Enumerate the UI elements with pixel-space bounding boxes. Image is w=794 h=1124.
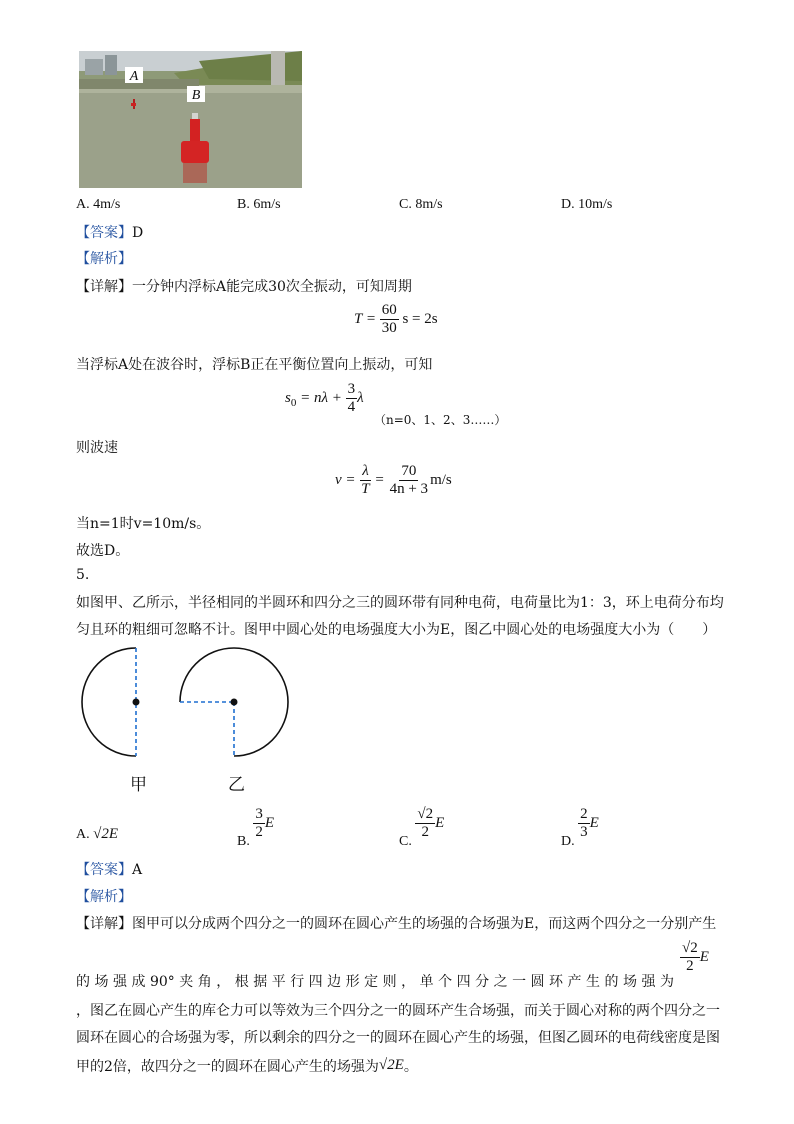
q4-analysis-tag: 【解析】 xyxy=(76,251,132,267)
answer-value: A xyxy=(132,862,143,878)
q5-detail-line3: ，图乙在圆心产生的库仑力可以等效为三个四分之一的圆环产生合场强，而关于圆心对称的两个四分之一 xyxy=(76,1003,720,1019)
center-dot-yi xyxy=(231,699,238,706)
frac-tail: E xyxy=(699,949,709,966)
eq-lhs: s xyxy=(285,390,291,407)
q5-detail-fraction xyxy=(680,940,709,976)
eq-num: 70 xyxy=(399,463,418,481)
q5-figure xyxy=(76,644,306,804)
option-letter: C. xyxy=(399,833,412,849)
eq-den: 4n + 3 xyxy=(389,481,429,498)
option-fraction xyxy=(253,806,265,842)
q4-option-d xyxy=(561,197,612,213)
option-expr: √2E xyxy=(93,826,119,842)
option-letter: D. xyxy=(561,833,575,849)
q5-detail-line1 xyxy=(76,913,716,933)
option-letter: B. xyxy=(237,833,250,849)
eq-equals: = xyxy=(375,472,384,489)
eq-fraction xyxy=(380,302,399,338)
center-dot-jia xyxy=(133,699,140,706)
answer-tag: 【答案】 xyxy=(76,225,132,241)
q5-stem-line1: 如图甲、乙所示，半径相同的半圆环和四分之三的圆环带有同种电荷，电荷量比为1：3，环上电荷分布均 xyxy=(76,595,724,611)
frac-den: 2 xyxy=(255,824,263,841)
q5-detail-line4: 圆环在圆心的合场强为零，所以剩余的四分之一的圆环在圆心产生的场强，但图乙圆环的电荷线密度是图 xyxy=(76,1030,720,1046)
eq-tail: λ xyxy=(357,390,364,407)
option-fraction xyxy=(415,806,435,842)
q5-answer xyxy=(76,859,142,879)
detail-text: 。 xyxy=(403,1059,418,1075)
frac-num: √2 xyxy=(680,940,700,958)
frac-den: 3 xyxy=(580,824,588,841)
q5-stem-line2: 匀且环的粗细可忽略不计。图甲中圆心处的电场强度大小为E，图乙中圆心处的电场强度大小为（ ） xyxy=(76,622,717,638)
q5-option-c xyxy=(399,806,444,850)
q4-option-b xyxy=(237,197,281,213)
q5-detail-line5 xyxy=(76,1056,418,1076)
ring-diagram xyxy=(76,644,306,804)
option-letter: D. xyxy=(561,197,575,212)
frac-num: √2 xyxy=(415,806,435,824)
buoy-photo-image xyxy=(79,51,302,188)
frac-num: 2 xyxy=(578,806,590,824)
q5-option-b xyxy=(237,806,274,850)
equation-velocity xyxy=(335,463,452,499)
eq-lhs: v = xyxy=(335,472,356,489)
eq-unit: m/s xyxy=(430,472,452,489)
fig-label-jia: 甲 xyxy=(130,775,147,795)
option-fraction xyxy=(578,806,590,842)
eq-sub: 0 xyxy=(290,397,297,410)
q4-text2: 当浮标A处在波谷时，浮标B正在平衡位置向上振动，可知 xyxy=(76,357,433,373)
fig-label-yi: 乙 xyxy=(228,775,245,795)
q4-answer xyxy=(76,222,143,242)
q5-analysis-tag: 【解析】 xyxy=(76,889,132,905)
option-letter: B. xyxy=(237,197,250,212)
answer-tag: 【答案】 xyxy=(76,862,132,878)
option-text: 6m/s xyxy=(253,197,281,212)
detail-text: 图甲可以分成两个四分之一的圆环在圆心产生的场强的合场强为E，而这两个四分之一分别产生 xyxy=(132,916,717,932)
q4-text4: 当n=1时v=10m/s。 xyxy=(76,516,211,532)
detail-text: 一分钟内浮标A能完成30次全振动，可知周期 xyxy=(132,279,412,295)
equation-note: （n=0、1、2、3……） xyxy=(374,413,507,427)
eq-num: 3 xyxy=(346,381,358,399)
q4-option-c xyxy=(399,197,443,213)
detail-tag: 【详解】 xyxy=(76,916,132,932)
eq-den: 4 xyxy=(347,399,356,416)
option-letter: A. xyxy=(76,827,90,842)
option-tail: E xyxy=(435,814,445,831)
buoy-photo xyxy=(79,51,302,188)
photo-label-a: A xyxy=(129,69,139,84)
q4-text5: 故选D。 xyxy=(76,543,130,559)
option-letter: C. xyxy=(399,197,412,212)
option-tail: E xyxy=(589,814,599,831)
eq-den: 30 xyxy=(381,320,397,337)
equation-period xyxy=(354,302,438,338)
eq-rhs: s = 2s xyxy=(402,311,438,328)
eq-num: 60 xyxy=(380,302,399,320)
detail-text: 甲的2倍，故四分之一的圆环在圆心产生的场强为 xyxy=(76,1059,379,1075)
q5-detail-line2: 的场强成90°夹角，根据平行四边形定则，单个四分之一圆环产生的场强为 xyxy=(76,974,674,990)
q4-option-a xyxy=(76,197,120,213)
q4-detail xyxy=(76,276,412,296)
q4-text3: 则波速 xyxy=(76,440,118,456)
option-text: 4m/s xyxy=(93,197,121,212)
equation-distance xyxy=(285,381,364,417)
q5-option-d xyxy=(561,806,599,850)
detail-expr: √2E xyxy=(378,1057,404,1073)
detail-tag: 【详解】 xyxy=(76,279,132,295)
eq-num: λ xyxy=(360,463,371,481)
eq-fraction-2 xyxy=(388,463,430,499)
option-letter: A. xyxy=(76,197,90,212)
option-text: 10m/s xyxy=(578,197,613,212)
q5-number: 5. xyxy=(76,567,90,583)
eq-den: T xyxy=(361,481,370,498)
answer-value: D xyxy=(132,225,144,241)
frac xyxy=(680,940,700,976)
photo-label-b: B xyxy=(191,88,201,103)
option-tail: E xyxy=(264,814,275,831)
q5-option-a xyxy=(76,826,118,843)
option-text: 8m/s xyxy=(415,197,443,212)
eq-fraction xyxy=(346,381,358,417)
eq-lhs: T = xyxy=(354,311,376,328)
frac-num: 3 xyxy=(253,806,265,824)
eq-fraction-1 xyxy=(359,463,371,499)
frac-den: 2 xyxy=(686,958,694,975)
eq-mid: = nλ + xyxy=(296,390,342,407)
half-ring xyxy=(82,648,136,756)
frac-den: 2 xyxy=(421,824,429,841)
